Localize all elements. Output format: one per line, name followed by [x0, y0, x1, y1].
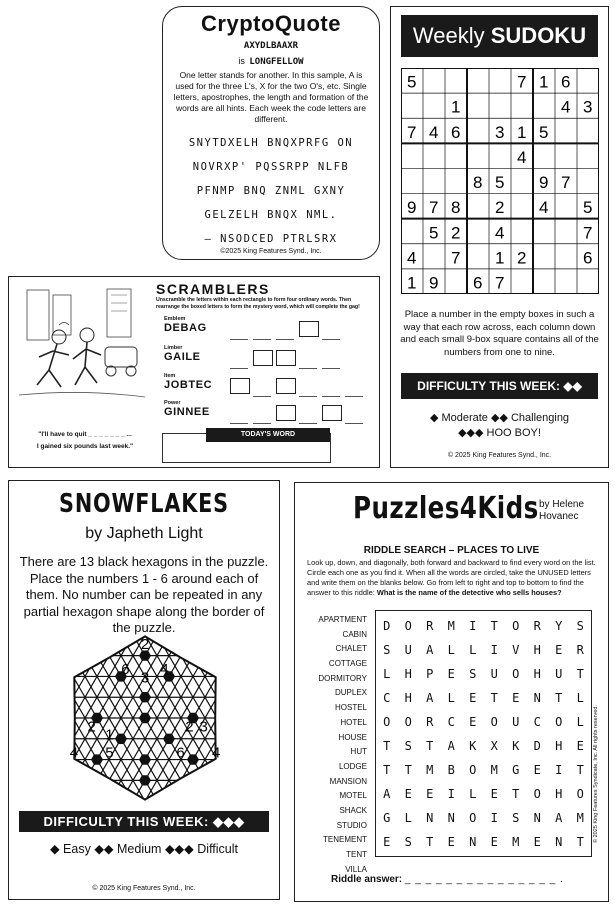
- word-search-grid: [375, 610, 592, 857]
- word-list-item: APARTMENT: [318, 615, 367, 624]
- grid-letter[interactable]: V: [512, 643, 520, 657]
- caption-line: I gained six pounds last week.": [36, 443, 134, 450]
- letter-slot[interactable]: [299, 409, 317, 424]
- side-copyright: © 2025 King Features Syndicate, Inc. All rights reserved.: [593, 705, 599, 843]
- scrambled-letters: JOBTEC: [164, 379, 213, 391]
- scramblers-instructions: Unscramble the letters within each rectangle to form four ordinary words. Then rearrange the boxed letters to form the mystery word, which will complete the gag!: [156, 297, 360, 310]
- sudoku-cell[interactable]: 4: [429, 122, 439, 142]
- scrambler-word: [164, 316, 207, 334]
- sudoku-cell[interactable]: 7: [429, 198, 439, 218]
- grid-letter[interactable]: T: [555, 691, 563, 705]
- letter-slot[interactable]: [253, 382, 271, 397]
- word-list-item: HOTEL: [340, 717, 367, 727]
- grid-letter[interactable]: T: [490, 691, 498, 705]
- grid-row: [376, 715, 591, 729]
- grid-letter[interactable]: A: [383, 787, 391, 801]
- black-hexagon: [115, 734, 127, 744]
- sudoku-difficulty-legend: [391, 411, 608, 441]
- sudoku-cell[interactable]: 7: [561, 173, 571, 193]
- scrambler-clue-label: Emblem: [164, 316, 186, 322]
- sudoku-cell[interactable]: 5: [429, 223, 439, 243]
- scramblers-cartoon-illustration: [19, 285, 145, 415]
- grid-letter[interactable]: T: [512, 787, 520, 801]
- snowflakes-puzzle-grid: [29, 626, 261, 808]
- grid-letter[interactable]: I: [469, 619, 477, 633]
- letter-slot[interactable]: [230, 354, 248, 369]
- puzzles4kids-logo: Puzzles4Kids: [353, 491, 539, 526]
- grid-letter[interactable]: U: [404, 643, 412, 657]
- grid-letter[interactable]: L: [469, 787, 477, 801]
- grid-letter[interactable]: T: [383, 739, 391, 753]
- grid-letter[interactable]: G: [383, 811, 391, 825]
- grid-letter[interactable]: M: [512, 835, 520, 849]
- word-list-item: STUDIO: [336, 820, 367, 830]
- snowflakes-difficulty-legend: ◆ Easy ◆◆ Medium ◆◆◆ Difficult: [49, 842, 239, 856]
- riddle-search-title: RIDDLE SEARCH – PLACES TO LIVE: [363, 545, 540, 556]
- grid-letter[interactable]: C: [447, 715, 455, 729]
- scrambled-letters: GINNEE: [164, 406, 210, 418]
- letter-slot[interactable]: [230, 409, 248, 424]
- word-list-item: VILLA: [345, 864, 367, 874]
- grid-letter[interactable]: O: [404, 619, 412, 633]
- sudoku-title-bold: SUDOKU: [490, 23, 587, 48]
- sudoku-cell[interactable]: 5: [407, 72, 417, 92]
- grid-letter[interactable]: L: [576, 691, 584, 705]
- word-list-item: DORMITORY: [318, 673, 367, 683]
- grid-letter[interactable]: H: [533, 667, 541, 681]
- sudoku-cell[interactable]: 9: [429, 273, 439, 293]
- sudoku-cell[interactable]: 2: [495, 198, 505, 218]
- letter-slot[interactable]: [322, 382, 340, 397]
- grid-letter[interactable]: O: [512, 619, 520, 633]
- black-hexagon: [91, 754, 103, 764]
- grid-letter[interactable]: E: [426, 787, 434, 801]
- grid-letter[interactable]: A: [555, 811, 563, 825]
- sudoku-legend-line: ◆ Moderate ◆◆ Challenging: [429, 412, 570, 424]
- cryptoquote-sample-answer: LONGFELLOW: [249, 57, 304, 67]
- given-number: 2: [87, 718, 96, 736]
- riddle-search-instructions: [307, 558, 600, 598]
- grid-letter[interactable]: A: [447, 739, 455, 753]
- caption-line: "I'll have to quit _ _ _ _ _ _ _ ...: [38, 431, 132, 438]
- grid-letter[interactable]: U: [512, 715, 520, 729]
- sudoku-cell[interactable]: 1: [451, 97, 461, 117]
- letter-slot[interactable]: [276, 325, 294, 340]
- sudoku-cell[interactable]: 9: [539, 173, 549, 193]
- grid-letter[interactable]: N: [533, 811, 541, 825]
- grid-letter[interactable]: E: [555, 643, 563, 657]
- sudoku-legend-line: ◆◆◆ HOO BOY!: [458, 427, 541, 439]
- grid-letter[interactable]: L: [576, 715, 584, 729]
- letter-slot[interactable]: [322, 325, 340, 340]
- black-hexagon: [163, 734, 175, 744]
- given-number: 4: [69, 744, 79, 762]
- sudoku-cell[interactable]: 6: [451, 122, 461, 142]
- grid-letter[interactable]: E: [469, 715, 477, 729]
- grid-letter[interactable]: G: [512, 763, 520, 777]
- cryptoquote-line: SNYTDXELH BNQXPRFG ON: [188, 137, 354, 149]
- grid-letter[interactable]: E: [576, 739, 584, 753]
- word-list-item: HOUSE: [338, 732, 367, 742]
- sudoku-cell[interactable]: 2: [451, 223, 461, 243]
- todays-word-label: TODAY'S WORD: [206, 428, 330, 442]
- snowflakes-copyright: © 2025 King Features Synd., Inc.: [92, 885, 196, 892]
- sudoku-cell[interactable]: 8: [473, 173, 483, 193]
- grid-letter[interactable]: I: [555, 763, 563, 777]
- grid-letter[interactable]: H: [555, 787, 563, 801]
- scramblers-title: SCRAMBLERS: [156, 281, 270, 297]
- scramblers-panel: [8, 276, 380, 468]
- grid-row: [376, 691, 591, 705]
- sudoku-cell[interactable]: 1: [517, 122, 527, 142]
- grid-letter[interactable]: U: [555, 667, 563, 681]
- riddle-answer: [331, 874, 564, 885]
- grid-letter[interactable]: I: [490, 811, 498, 825]
- grid-letter[interactable]: Y: [555, 619, 563, 633]
- grid-row: [376, 811, 591, 825]
- grid-letter[interactable]: C: [383, 691, 391, 705]
- grid-letter[interactable]: I: [490, 643, 498, 657]
- grid-letter[interactable]: E: [490, 787, 498, 801]
- sudoku-cell[interactable]: 5: [539, 122, 549, 142]
- sudoku-cell[interactable]: 5: [583, 198, 593, 218]
- sudoku-cell[interactable]: 8: [451, 198, 461, 218]
- letter-slot[interactable]: [253, 409, 271, 424]
- sudoku-cell[interactable]: 4: [495, 223, 505, 243]
- grid-letter[interactable]: I: [447, 787, 455, 801]
- riddle-question: What is the name of the detective who sells houses?: [376, 588, 562, 597]
- cryptoquote-line: — NSODCED PTRLSRX: [204, 233, 338, 245]
- cryptoquote-line: NOVRXP' PQSSRPP NLFB: [192, 161, 350, 173]
- puzzles4kids-panel: [294, 482, 609, 902]
- boxed-letter-slot[interactable]: [253, 350, 273, 366]
- cryptoquote-line: PFNMP BNQ ZNML GXNY: [196, 185, 346, 197]
- word-list-item: DUPLEX: [334, 688, 367, 698]
- boxed-letter-slot[interactable]: [322, 405, 342, 421]
- scrambler-word: [164, 345, 201, 363]
- boxed-letter-slot[interactable]: [276, 405, 296, 421]
- grid-letter[interactable]: E: [447, 667, 455, 681]
- sudoku-cell[interactable]: 2: [517, 248, 527, 268]
- word-list-item: CABIN: [342, 629, 367, 639]
- given-number: 2: [140, 636, 150, 654]
- grid-letter[interactable]: D: [383, 619, 391, 633]
- cryptoquote-description: One letter stands for another. In this sample, A is used for the three L's, X for the two O's, etc. Single letters, apostrophes, the length and formation of the words are all hints. Each week the code letters are different.: [173, 70, 369, 124]
- sudoku-cell[interactable]: 6: [583, 248, 593, 268]
- given-number: 5: [105, 744, 114, 762]
- sudoku-cell[interactable]: 7: [583, 223, 593, 243]
- grid-letter[interactable]: T: [576, 835, 584, 849]
- grid-letter[interactable]: E: [533, 835, 541, 849]
- grid-letter[interactable]: L: [469, 643, 477, 657]
- grid-letter[interactable]: O: [576, 787, 584, 801]
- grid-letter[interactable]: E: [512, 691, 520, 705]
- grid-letter[interactable]: D: [533, 739, 541, 753]
- grid-letter[interactable]: E: [469, 691, 477, 705]
- grid-letter[interactable]: M: [576, 811, 584, 825]
- grid-letter[interactable]: T: [576, 763, 584, 777]
- grid-letter[interactable]: N: [469, 835, 477, 849]
- grid-letter[interactable]: A: [426, 643, 434, 657]
- boxed-letter-slot[interactable]: [230, 378, 250, 394]
- grid-letter[interactable]: O: [404, 715, 412, 729]
- letter-slot[interactable]: [230, 325, 248, 340]
- cryptoquote-title: CryptoQuote: [201, 11, 341, 36]
- grid-letter[interactable]: S: [404, 739, 412, 753]
- grid-row: [376, 835, 591, 849]
- scramblers-cartoon-caption: [19, 429, 151, 453]
- grid-letter[interactable]: M: [490, 763, 498, 777]
- snowflakes-panel: [8, 480, 280, 900]
- scrambler-word: [164, 400, 210, 418]
- letter-slot[interactable]: [299, 382, 317, 397]
- sudoku-cell[interactable]: 7: [517, 72, 527, 92]
- riddle-answer-label: Riddle answer:: [331, 874, 403, 885]
- grid-letter[interactable]: E: [383, 835, 391, 849]
- scrambled-letters: DEBAG: [164, 322, 207, 334]
- grid-letter[interactable]: O: [469, 811, 477, 825]
- given-number: 2: [185, 718, 194, 736]
- sudoku-description: Place a number in the empty boxes in such a way that each row across, each column down and each small 9-box square contains all of the numbers from one to nine.: [400, 309, 599, 358]
- grid-letter[interactable]: M: [426, 763, 434, 777]
- grid-letter[interactable]: X: [490, 739, 498, 753]
- sudoku-panel: [390, 6, 609, 468]
- grid-letter[interactable]: C: [533, 715, 541, 729]
- grid-letter[interactable]: O: [490, 715, 498, 729]
- grid-letter[interactable]: S: [383, 643, 391, 657]
- grid-letter[interactable]: L: [404, 811, 412, 825]
- grid-letter[interactable]: R: [426, 619, 434, 633]
- boxed-letter-slot[interactable]: [276, 378, 296, 394]
- sudoku-title-banner: [401, 15, 598, 57]
- word-list-item: HOSTEL: [334, 703, 367, 713]
- grid-letter[interactable]: T: [490, 619, 498, 633]
- grid-letter[interactable]: S: [404, 835, 412, 849]
- given-number: 3: [140, 669, 150, 687]
- sudoku-grid: [401, 68, 599, 294]
- grid-letter[interactable]: T: [383, 763, 391, 777]
- grid-letter[interactable]: P: [426, 667, 434, 681]
- sudoku-cell[interactable]: 4: [561, 97, 571, 117]
- given-number: 1: [105, 726, 114, 744]
- scrambled-letters: GAILE: [164, 351, 201, 363]
- snowflakes-description: There are 13 black hexagons in the puzzle. Place the numbers 1 - 6 around each of them. No number can be repeated in any partial hexagon shape along the border of the puzzle.: [19, 554, 269, 635]
- grid-letter[interactable]: H: [404, 667, 412, 681]
- sudoku-cell[interactable]: 9: [407, 198, 417, 218]
- grid-letter[interactable]: N: [447, 811, 455, 825]
- grid-letter[interactable]: M: [447, 619, 455, 633]
- cryptoquote-panel: [162, 6, 380, 260]
- grid-letter[interactable]: B: [447, 763, 455, 777]
- word-list-item: TENEMENT: [323, 835, 367, 845]
- word-list-item: TENT: [346, 850, 367, 859]
- black-hexagon: [139, 775, 151, 785]
- sudoku-cell[interactable]: 6: [561, 72, 571, 92]
- grid-letter[interactable]: H: [555, 739, 563, 753]
- black-hexagon: [139, 754, 151, 764]
- grid-letter[interactable]: K: [469, 739, 477, 753]
- grid-letter[interactable]: R: [576, 643, 584, 657]
- sudoku-cell[interactable]: 4: [407, 248, 417, 268]
- author-line: by Helene: [539, 499, 585, 510]
- grid-letter[interactable]: T: [404, 763, 412, 777]
- grid-row: [376, 739, 591, 753]
- word-list-item: COTTAGE: [328, 659, 367, 669]
- letter-slot[interactable]: [299, 354, 317, 369]
- grid-letter[interactable]: N: [555, 835, 563, 849]
- word-list-item: MOTEL: [339, 791, 367, 801]
- letter-slot[interactable]: [322, 354, 340, 369]
- sudoku-cell[interactable]: 1: [539, 72, 549, 92]
- word-list-item: CHALET: [335, 644, 367, 654]
- word-list-item: LODGE: [338, 761, 367, 771]
- sudoku-cell[interactable]: 4: [517, 147, 527, 167]
- sudoku-cell[interactable]: 7: [407, 122, 417, 142]
- grid-letter[interactable]: T: [426, 835, 434, 849]
- word-list: [303, 613, 367, 877]
- grid-letter[interactable]: R: [426, 715, 434, 729]
- sudoku-difficulty-banner: DIFFICULTY THIS WEEK: ◆◆: [401, 373, 598, 399]
- sudoku-cell[interactable]: 7: [451, 248, 461, 268]
- sudoku-cell[interactable]: 1: [495, 248, 505, 268]
- grid-letter[interactable]: E: [447, 835, 455, 849]
- black-hexagon: [139, 713, 151, 723]
- sudoku-title-plain: Weekly: [412, 23, 485, 48]
- sudoku-cell[interactable]: 5: [495, 173, 505, 193]
- boxed-letter-slot[interactable]: [276, 350, 296, 366]
- grid-letter[interactable]: S: [512, 811, 520, 825]
- sudoku-cell[interactable]: 3: [583, 97, 593, 117]
- scrambler-clue-label: Power: [164, 400, 181, 406]
- sudoku-cell[interactable]: 6: [473, 273, 483, 293]
- grid-row: [376, 787, 591, 801]
- grid-letter[interactable]: O: [555, 715, 563, 729]
- given-number: 6: [176, 744, 185, 762]
- grid-letter[interactable]: O: [533, 787, 541, 801]
- grid-letter[interactable]: E: [533, 763, 541, 777]
- grid-letter[interactable]: N: [533, 691, 541, 705]
- cryptoquote-sample-code: AXYDLBAAXR: [243, 41, 299, 51]
- given-number: 4: [211, 744, 221, 762]
- word-list-item: MANSION: [329, 776, 367, 786]
- grid-letter[interactable]: L: [447, 691, 455, 705]
- scrambler-clue-label: Limber: [164, 345, 183, 351]
- black-hexagon: [187, 754, 199, 764]
- cryptoquote-copyright: ©2025 King Features Synd., Inc.: [220, 248, 322, 255]
- grid-row: [376, 643, 591, 657]
- grid-letter[interactable]: T: [426, 739, 434, 753]
- grid-letter[interactable]: O: [383, 715, 391, 729]
- sudoku-cell[interactable]: 7: [495, 273, 505, 293]
- snowflakes-byline: by Japheth Light: [85, 525, 203, 542]
- snowflakes-difficulty-banner: DIFFICULTY THIS WEEK: ◆◆◆: [19, 811, 269, 832]
- author-line: Hovanec: [539, 511, 579, 522]
- grid-letter[interactable]: S: [576, 619, 584, 633]
- grid-letter[interactable]: K: [512, 739, 520, 753]
- word-list-item: SHACK: [339, 805, 367, 815]
- letter-slot[interactable]: [345, 382, 363, 397]
- scrambler-word: [164, 373, 212, 391]
- grid-row: [376, 619, 591, 633]
- cryptoquote-sample-is: is: [238, 56, 245, 66]
- letter-slot[interactable]: [253, 325, 271, 340]
- grid-letter[interactable]: A: [426, 691, 434, 705]
- grid-letter[interactable]: N: [426, 811, 434, 825]
- scrambler-clue-label: Item: [164, 373, 176, 379]
- grid-letter[interactable]: S: [469, 667, 477, 681]
- snowflakes-title: SNOWFLAKES: [59, 489, 229, 519]
- word-list-item: HUT: [350, 747, 367, 757]
- sudoku-cell[interactable]: 4: [539, 198, 549, 218]
- grid-letter[interactable]: U: [490, 667, 498, 681]
- cryptoquote-line: GELZELH BNQX NML.: [204, 209, 338, 221]
- sudoku-copyright: © 2025 King Features Synd., Inc.: [447, 452, 552, 459]
- grid-letter[interactable]: O: [469, 763, 477, 777]
- sudoku-cell[interactable]: 3: [495, 122, 505, 142]
- grid-letter[interactable]: T: [576, 667, 584, 681]
- letter-slot[interactable]: [345, 409, 363, 424]
- grid-letter[interactable]: R: [533, 619, 541, 633]
- given-number: 3: [199, 718, 208, 736]
- instructions-text: Look up, down, and diagonally, both forward and backward to find every word on the list. Circle each one as you find it. When all the words are circled, take the UNUSED letters and write them on the blanks below. Go from left to right and top to bottom to find the answer to this riddle:: [307, 558, 596, 597]
- black-hexagon: [139, 692, 151, 702]
- grid-letter[interactable]: H: [404, 691, 412, 705]
- given-number: 4: [160, 661, 169, 679]
- grid-letter[interactable]: L: [447, 643, 455, 657]
- riddle-answer-blanks[interactable]: _ _ _ _ _ _ _ _ _ _ _ _ _ _ _ .: [404, 874, 564, 885]
- grid-row: [376, 667, 591, 681]
- sudoku-cell[interactable]: 1: [407, 273, 417, 293]
- grid-row: [376, 763, 591, 777]
- puzzles4kids-author: [539, 499, 584, 523]
- boxed-letter-slot[interactable]: [299, 321, 319, 337]
- grid-letter[interactable]: E: [404, 787, 412, 801]
- grid-letter[interactable]: H: [533, 643, 541, 657]
- given-number: 6: [121, 661, 130, 679]
- grid-letter[interactable]: L: [383, 667, 391, 681]
- grid-letter[interactable]: O: [512, 667, 520, 681]
- grid-letter[interactable]: E: [490, 835, 498, 849]
